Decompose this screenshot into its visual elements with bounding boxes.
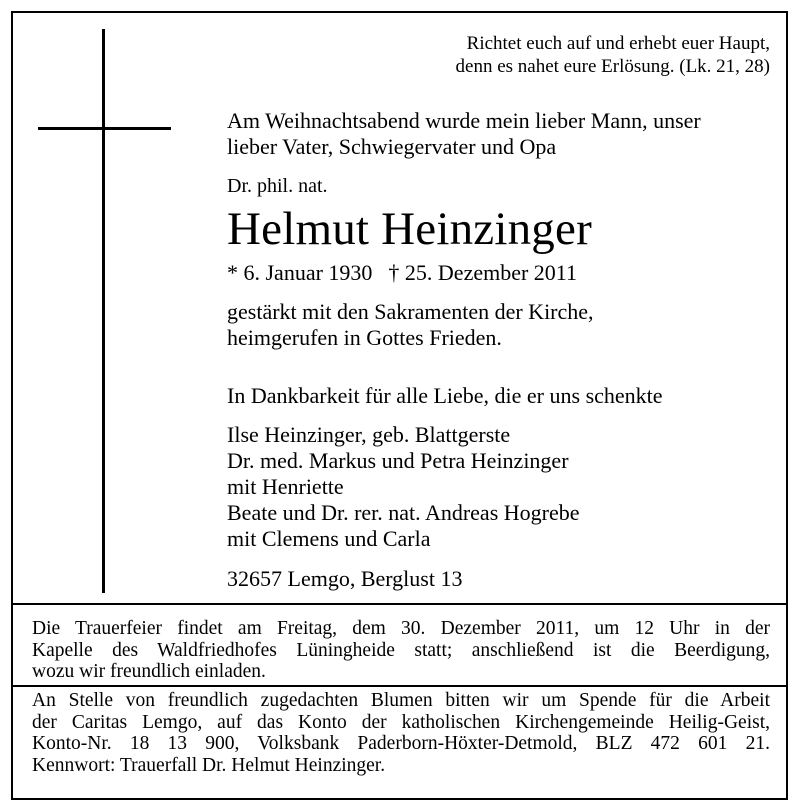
bible-quote	[350, 32, 770, 78]
birth-date: * 6. Januar 1930	[227, 260, 373, 285]
divider	[11, 685, 788, 687]
donation-info	[32, 690, 770, 776]
announcement-intro	[227, 108, 772, 160]
intro-line: lieber Vater, Schwiegervater und Opa	[227, 134, 557, 159]
funeral-info	[32, 618, 770, 683]
bible-quote-line: Richtet euch auf und erhebt euer Haupt,	[466, 33, 770, 54]
donation-info-line: Konto-Nr. 18 13 900, Volksbank Paderborn-Höxter-Detmold, BLZ 472 601 21.	[32, 733, 770, 754]
mourner-entry: mit Henriette	[227, 474, 344, 499]
mourner-entry: Ilse Heinzinger, geb. Blattgerste	[227, 422, 511, 447]
death-date: † 25. Dezember 2011	[388, 260, 577, 285]
mourner-entry: mit Clemens und Carla	[227, 526, 431, 551]
funeral-info-line: Die Trauerfeier findet am Freitag, dem 30. Dezember 2011, um 12 Uhr in der	[32, 618, 770, 639]
sacraments-line: heimgerufen in Gottes Frieden.	[227, 325, 502, 350]
funeral-info-line: wozu wir freundlich einladen.	[32, 661, 266, 682]
family-address: 32657 Lemgo, Berglust 13	[227, 566, 463, 591]
sacraments-line: gestärkt mit den Sakramenten der Kirche,	[227, 299, 594, 324]
donation-info-line: An Stelle von freundlich zugedachten Blumen bitten wir um Spende für die Arbeit	[32, 690, 770, 711]
mourners-list	[227, 422, 772, 552]
donation-info-line: Kennwort: Trauerfall Dr. Helmut Heinzinger.	[32, 754, 386, 776]
bible-quote-line: denn es nahet eure Erlösung. (Lk. 21, 28)	[455, 56, 770, 77]
gratitude-line: In Dankbarkeit für alle Liebe, die er uns schenkte	[227, 383, 663, 408]
cross-icon-vertical-bar	[102, 29, 105, 593]
divider	[11, 603, 788, 605]
mourner-entry: Beate und Dr. rer. nat. Andreas Hogrebe	[227, 500, 580, 525]
intro-line: Am Weihnachtsabend wurde mein lieber Mann, unser	[227, 108, 701, 133]
sacraments-text	[227, 299, 772, 351]
academic-title: Dr. phil. nat.	[227, 175, 328, 197]
life-dates	[227, 260, 772, 286]
mourner-entry: Dr. med. Markus und Petra Heinzinger	[227, 448, 569, 473]
donation-info-line: der Caritas Lemgo, auf das Konto der katholischen Kirchengemeinde Heilig-Geist,	[32, 711, 770, 733]
cross-icon-horizontal-bar	[38, 127, 171, 130]
deceased-name: Helmut Heinzinger	[227, 203, 592, 255]
funeral-info-line: Kapelle des Waldfriedhofes Lüningheide statt; anschließend ist die Beerdigung,	[32, 639, 770, 661]
